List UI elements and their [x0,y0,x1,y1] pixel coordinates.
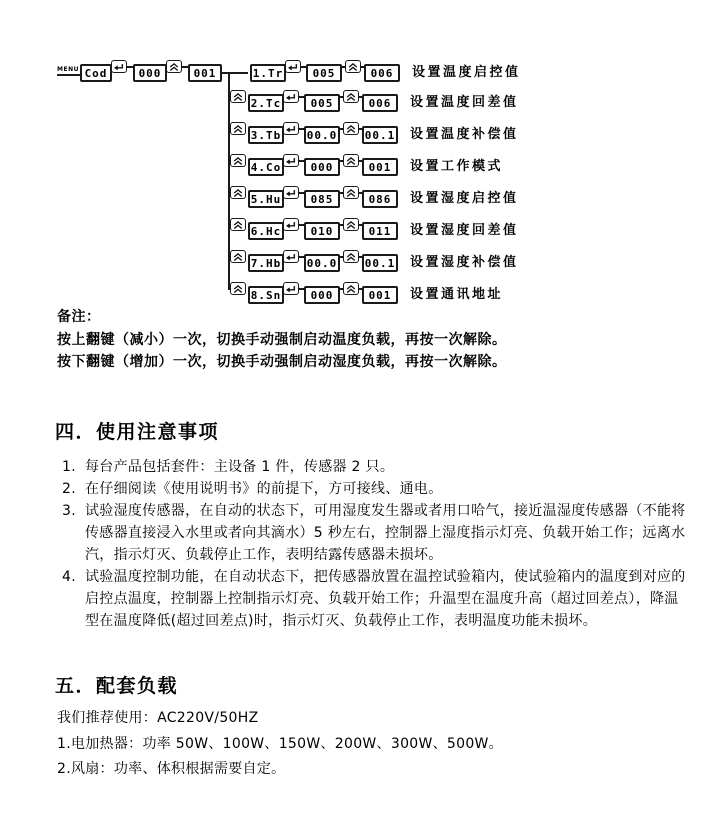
enter-key-icon [283,90,299,103]
current-value-box: 085 [304,190,340,208]
item-text: 在仔细阅读《使用说明书》的前提下，方可接线、通电。 [85,481,443,497]
parameter-description: 设置工作模式 [410,159,504,174]
new-value-box: 001 [362,286,398,304]
up-key-icon [343,282,359,295]
notes-lines [57,329,677,374]
new-value-box: 001 [362,158,398,176]
item-text: 试验温度控制功能，在自动状态下，把传感器放置在温控试验箱内，使试验箱内的温度到对应的启控点温度，控制器上控制指示灯亮、负载开始工作；升温型在温度升高（超过回差点），降温型在温度降低(超过回差点)时，指示灯灭、负载停止工作，表明温度功能未损坏。 [85,569,686,629]
new-value-box: 086 [362,190,398,208]
parameter-name-box: 4.Co [248,158,284,176]
fc-parameter-row [228,58,521,82]
fc-parameter-row [228,184,519,208]
up-key-icon [230,154,246,167]
up-key-icon [343,154,359,167]
menu-label: MENU [57,66,79,73]
parameter-name-box: 5.Hu [248,190,284,208]
parameter-name-box: 8.Sn [248,286,284,304]
list-item [62,566,690,632]
current-value-box: 000 [304,286,340,304]
parameter-name-box: 1.Tr [250,64,286,82]
entry-value1-box: 000 [133,64,167,82]
up-key-icon [230,186,246,199]
section4-heading: 四．使用注意事项 [55,421,220,443]
up-key-icon [230,90,246,103]
enter-key-icon [285,60,301,73]
section5-lines [57,706,677,783]
parameter-description: 设置温度启控值 [412,65,521,80]
enter-key-icon [111,60,127,73]
parameter-name-box: 6.Hc [248,222,284,240]
item-text: 试验湿度传感器，在自动的状态下，可用湿度发生器或者用口哈气，接近温湿度传感器（不能将传感器直接浸入水里或者向其滴水）5 秒左右，控制器上湿度指示灯亮、负载开始工作；远离水汽，指示灯灭、负载停止工作，表明结露传感器未损坏。 [85,503,686,563]
fc-entry-row [57,58,228,82]
up-key-icon [230,122,246,135]
fc-parameter-row [228,280,503,304]
parameter-description: 设置湿度补偿值 [410,255,519,270]
current-value-box: 005 [306,64,342,82]
up-key-icon [343,122,359,135]
fc-parameter-row [228,120,519,144]
current-value-box: 005 [304,94,340,112]
enter-key-icon [283,186,299,199]
load-spec-line: 我们推荐使用：AC220V/50HZ [57,710,259,726]
parameter-name-box: 7.Hb [248,254,284,272]
list-item [62,500,690,566]
section4-list [62,456,690,632]
parameter-description: 设置湿度回差值 [410,223,519,238]
current-value-box: 00.0 [304,254,340,272]
item-number: 4. [62,569,76,585]
fc-parameter-row [228,152,503,176]
enter-key-icon [283,218,299,231]
new-value-box: 006 [362,94,398,112]
item-text: 每台产品包括套件：主设备 1 件，传感器 2 只。 [85,459,395,475]
load-spec-line: 1.电加热器：功率 50W、100W、150W、200W、300W、500W。 [57,735,503,752]
enter-key-icon [283,154,299,167]
item-number: 3. [62,503,76,519]
new-value-box: 011 [362,222,398,240]
note-line: 按上翻键（减小）一次，切换手动强制启动温度负载，再按一次解除。 [57,331,507,348]
fc-parameter-row [228,216,519,240]
parameter-description: 设置温度补偿值 [410,127,519,142]
note-line: 按下翻键（增加）一次，切换手动强制启动湿度负载，再按一次解除。 [57,354,507,370]
wire [228,72,248,74]
up-key-icon [343,90,359,103]
up-key-icon [166,60,182,73]
up-key-icon [345,60,361,73]
enter-key-icon [283,282,299,295]
parameter-name-box: 3.Tb [248,126,284,144]
fc-parameter-row [228,248,519,272]
notes-title: 备注： [57,309,101,325]
parameter-name-box: 2.Tc [248,94,284,112]
current-value-box: 00.0 [304,126,340,144]
new-value-box: 006 [364,64,400,82]
enter-key-icon [283,250,299,263]
parameter-description: 设置湿度启控值 [410,191,519,206]
menu-entry-point [57,67,80,76]
up-key-icon [230,282,246,295]
fc-parameter-row [228,88,519,112]
up-key-icon [343,250,359,263]
cod-box: Cod [80,64,112,82]
menu-flow-diagram [0,0,720,310]
new-value-box: 00.1 [362,126,398,144]
wire [57,74,80,76]
notes-block [57,306,677,374]
load-spec-line: 2.风扇：功率、体积根据需要自定。 [57,761,286,777]
up-key-icon [230,218,246,231]
item-number: 2. [62,481,76,497]
list-item [62,456,690,478]
section5-heading: 五．配套负载 [55,675,179,697]
up-key-icon [230,250,246,263]
up-key-icon [343,186,359,199]
up-key-icon [343,218,359,231]
parameter-description: 设置温度回差值 [410,95,519,110]
current-value-box: 010 [304,222,340,240]
list-item [62,478,690,500]
current-value-box: 000 [304,158,340,176]
parameter-description: 设置通讯地址 [410,287,504,302]
enter-key-icon [283,122,299,135]
entry-value2-box: 001 [188,64,222,82]
item-number: 1. [62,459,76,475]
new-value-box: 00.1 [362,254,398,272]
